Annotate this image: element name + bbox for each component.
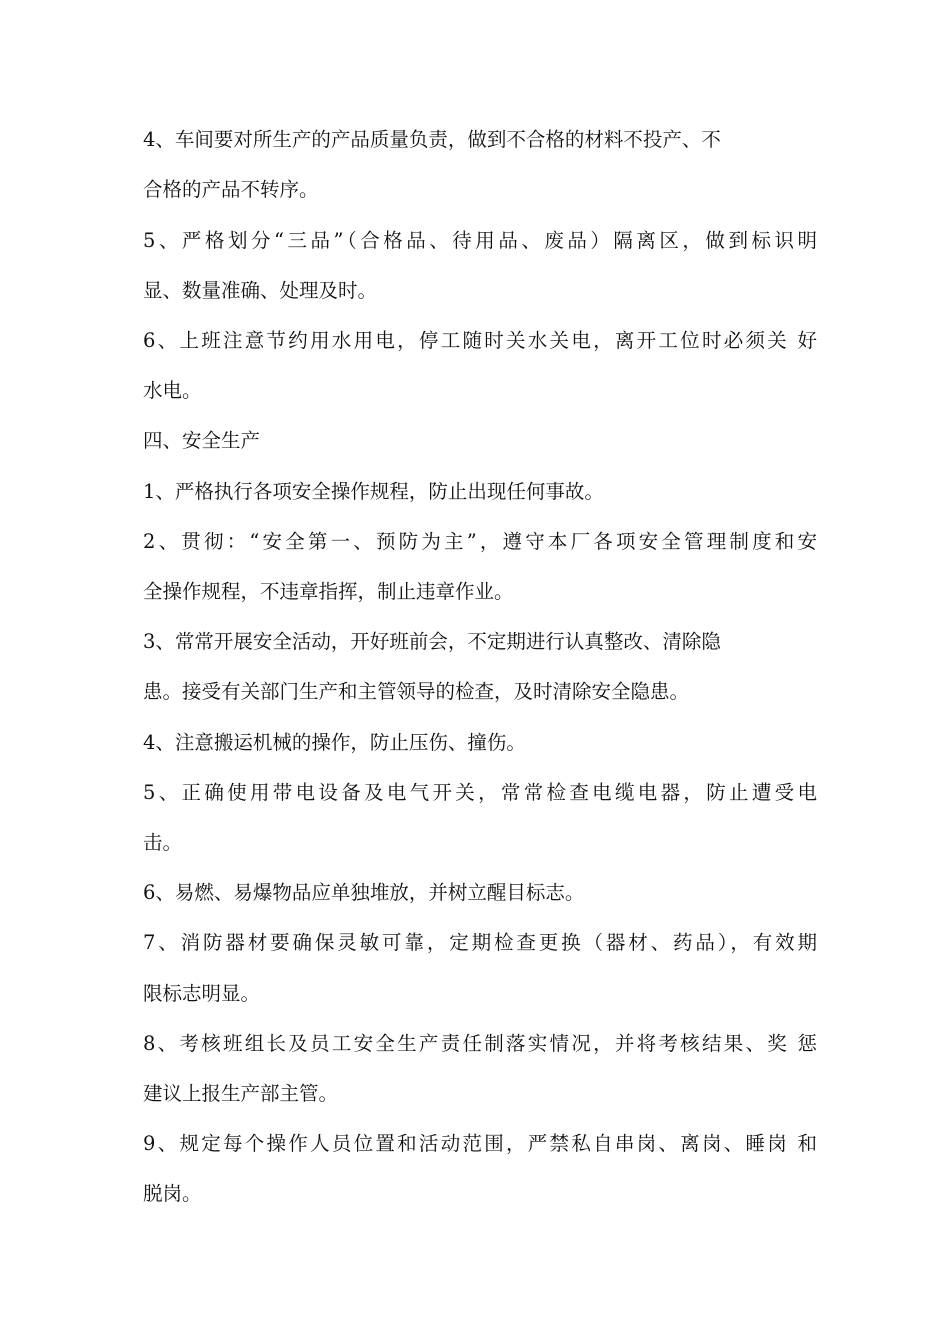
text-line-safety-item9-a: 9、规定每个操作人员位置和活动范围，严禁私自串岗、离岗、睡岗 和 <box>143 1132 817 1155</box>
text-line-safety-item2-b: 全操作规程，不违章指挥，制止违章作业。 <box>143 580 514 603</box>
text-line-safety-item2-a: 2、贯彻：“安全第一、预防为主”，遵守本厂各项安全管理制度和安 <box>143 530 817 553</box>
text-line-section3-item4-b: 合格的产品不转序。 <box>143 178 319 201</box>
text-line-safety-item3-b: 患。接受有关部门生产和主管领导的检查，及时清除安全隐患。 <box>143 680 690 703</box>
text-line-section3-item5-a: 5、严格划分“三品”（合格品、待用品、废品）隔离区，做到标识明 <box>143 229 817 252</box>
text-line-safety-item3-a: 3、常常开展安全活动，开好班前会，不定期进行认真整改、清除隐 <box>143 630 721 653</box>
section-heading-safety: 四、安全生产 <box>143 429 261 452</box>
text-line-safety-item7-b: 限标志明显。 <box>143 982 261 1005</box>
text-line-safety-item1: 1、严格执行各项安全操作规程，防止出现任何事故。 <box>143 480 604 503</box>
text-line-section3-item5-b: 显、数量准确、处理及时。 <box>143 279 378 302</box>
text-line-safety-item8-a: 8、考核班组长及员工安全生产责任制落实情况，并将考核结果、奖 惩 <box>143 1032 817 1055</box>
text-line-safety-item7-a: 7、消防器材要确保灵敏可靠，定期检查更换（器材、药品），有效期 <box>143 931 817 954</box>
text-line-safety-item9-b: 脱岗。 <box>143 1182 202 1205</box>
text-line-safety-item8-b: 建议上报生产部主管。 <box>143 1082 339 1105</box>
text-line-safety-item6: 6、易燃、易爆物品应单独堆放，并树立醒目标志。 <box>143 881 585 904</box>
text-line-section3-item6-a: 6、上班注意节约用水用电，停工随时关水关电，离开工位时必须关 好 <box>143 329 817 352</box>
text-line-section3-item4-a: 4、车间要对所生产的产品质量负责，做到不合格的材料不投产、不 <box>143 128 721 151</box>
text-line-safety-item4: 4、注意搬运机械的操作，防止压伤、撞伤。 <box>143 731 526 754</box>
text-line-safety-item5-a: 5、正确使用带电设备及电气开关，常常检查电缆电器，防止遭受电 <box>143 781 817 804</box>
text-line-section3-item6-b: 水电。 <box>143 379 202 402</box>
text-line-safety-item5-b: 击。 <box>143 831 183 854</box>
